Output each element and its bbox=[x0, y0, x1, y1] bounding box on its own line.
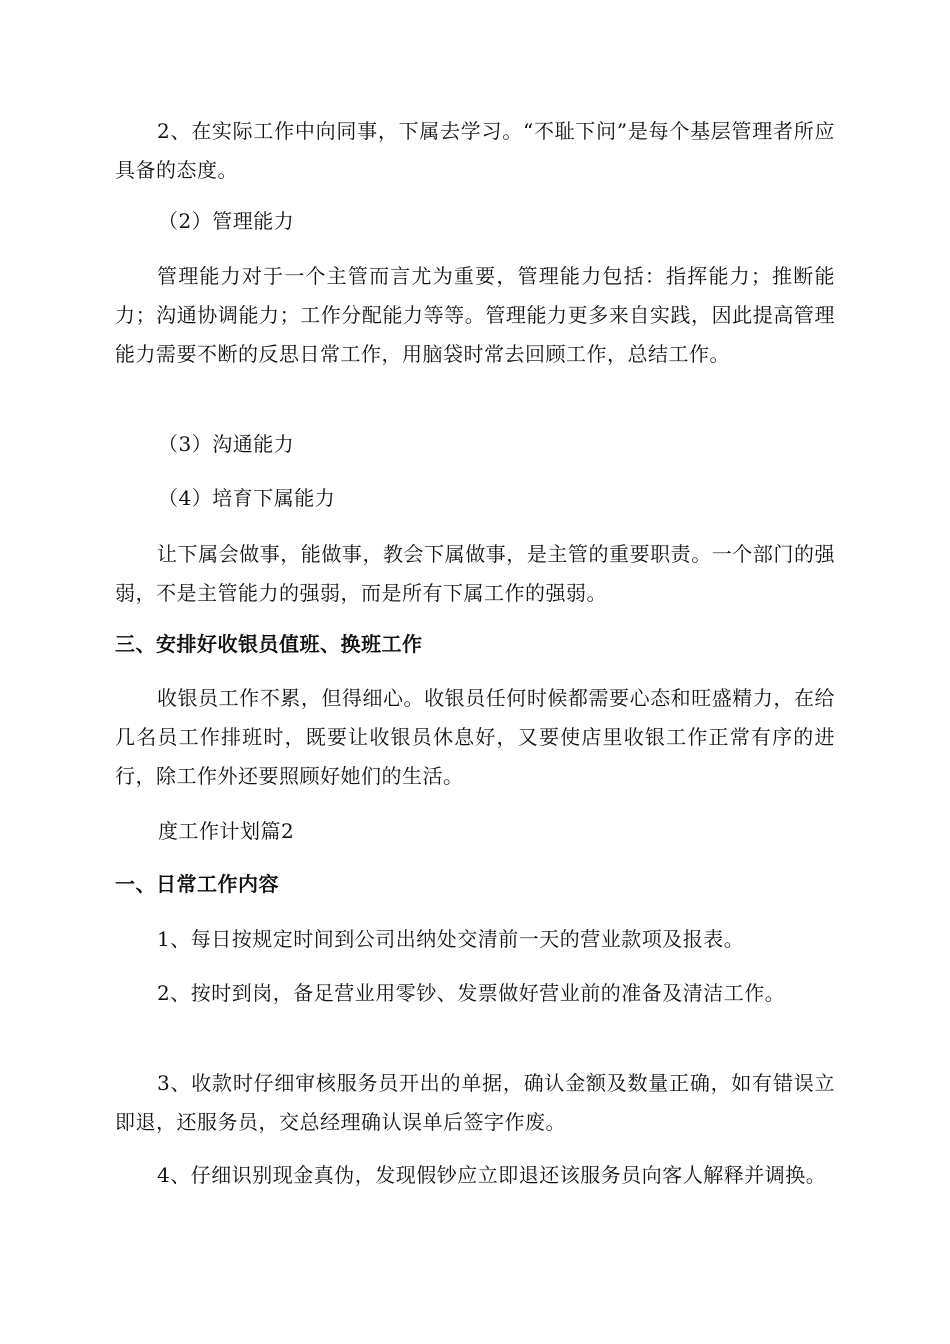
section-title-plan-2: 度工作计划篇2 bbox=[158, 819, 295, 843]
paragraph-train-subordinates: 让下属会做事，能做事，教会下属做事，是主管的重要职责。一个部门的强弱，不是主管能力的强弱，而是所有下属工作的强弱。 bbox=[115, 542, 835, 605]
list-item-4: 4、仔细识别现金真伪，发现假钞应立即退还该服务员向客人解释并调换。 bbox=[157, 1163, 827, 1187]
heading-cashier-shifts: 三、安排好收银员值班、换班工作 bbox=[115, 632, 423, 656]
list-item-2: 2、按时到岗，备足营业用零钞、发票做好营业前的准备及清洁工作。 bbox=[157, 981, 786, 1005]
paragraph-learn-from-colleagues: 2、在实际工作中向同事，下属去学习。“不耻下问”是每个基层管理者所应具备的态度。 bbox=[115, 119, 835, 182]
heading-daily-work: 一、日常工作内容 bbox=[115, 872, 279, 896]
paragraph-cashier-shifts: 收银员工作不累，但得细心。收银员任何时候都需要心态和旺盛精力，在给几名员工作排班时，既要让收银员休息好，又要使店里收银工作正常有序的进行，除工作外还要照顾好她们的生活。 bbox=[115, 686, 835, 788]
list-item-1: 1、每日按规定时间到公司出纳处交清前一天的营业款项及报表。 bbox=[157, 927, 745, 951]
list-item-3: 3、收款时仔细审核服务员开出的单据，确认金额及数量正确，如有错误立即退，还服务员，交总经理确认误单后签字作废。 bbox=[115, 1071, 835, 1134]
subheading-train-subordinates: （4）培育下属能力 bbox=[158, 486, 336, 510]
subheading-communication-ability: （3）沟通能力 bbox=[158, 432, 295, 456]
subheading-management-ability: （2）管理能力 bbox=[158, 209, 295, 233]
paragraph-management-ability: 管理能力对于一个主管而言尤为重要，管理能力包括：指挥能力；推断能力；沟通协调能力；工作分配能力等等。管理能力更多来自实践，因此提高管理能力需要不断的反思日常工作，用脑袋时常去回顾工作，总结工作。 bbox=[115, 264, 835, 366]
